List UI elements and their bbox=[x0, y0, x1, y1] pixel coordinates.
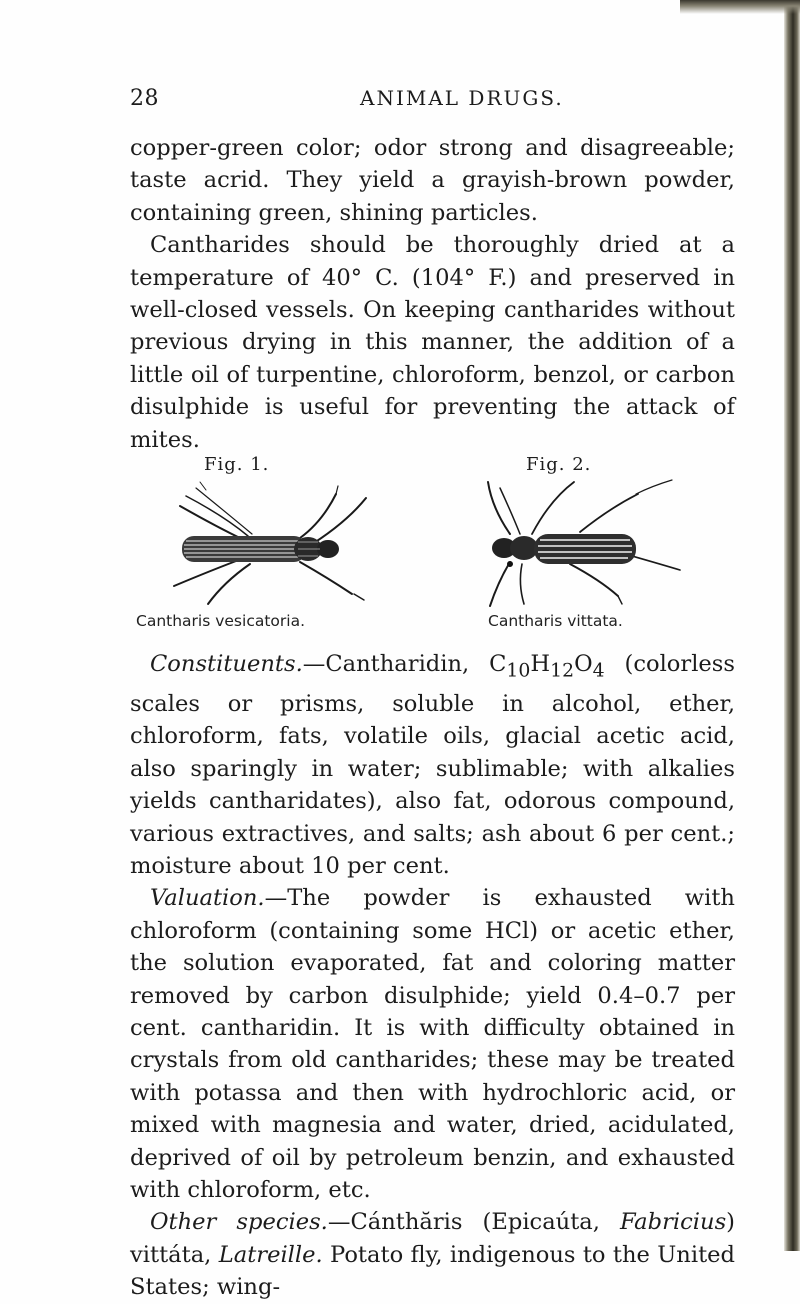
formula-sub-o: 4 bbox=[592, 660, 605, 682]
lower-text bbox=[130, 648, 735, 1304]
formula-sub-c: 10 bbox=[506, 660, 531, 682]
page-edge-shadow bbox=[784, 0, 800, 1251]
formula-h: H bbox=[530, 651, 551, 677]
figure-2-label: Fig. 2. bbox=[526, 454, 592, 475]
formula-o: O bbox=[574, 651, 593, 677]
paragraph-valuation bbox=[130, 882, 735, 1206]
page-header bbox=[130, 86, 730, 116]
valuation-heading: Valuation. bbox=[150, 885, 265, 912]
paragraph-constituents bbox=[130, 648, 735, 882]
formula-sub-h: 12 bbox=[550, 660, 575, 682]
page-corner-shadow bbox=[680, 0, 800, 14]
beetle-vittata-illustration bbox=[440, 478, 700, 608]
valuation-text: —The powder is exhausted with chloroform (containing some HCl) or acetic ether, the solution evaporated, fat and coloring matter removed by carbon disulphide; yield 0.4–0.7 per cent. cantharidin. It is with difficulty obtained in crystals from old cantharides; these may be treated with potassa and then with hydrochloric acid, or mixed with magnesia and water, dried, acidulated, deprived of oil by petroleum benzin, and exhausted with chloroform, etc. bbox=[130, 885, 735, 1204]
paragraph-drying: Cantharides should be thoroughly dried at a temperature of 40° C. (104° F.) and preserved in well-closed vessels. On keeping cantharides without previous drying in this manner, the addition of a little oil of turpentine, chloroform, benzol, or carbon disulphide is useful for preventing the attack of mites. bbox=[130, 232, 735, 453]
paragraph-other-species bbox=[130, 1206, 735, 1303]
figure-1-caption: Cantharis vesicatoria. bbox=[136, 612, 306, 630]
figures bbox=[136, 454, 700, 634]
constituents-text-a: —Cantharidin, C bbox=[302, 651, 507, 677]
constituents-text-b: (colorless scales or prisms, soluble in alcohol, ether, chloroform, fats, volatile oils, glacial acetic acid, also sparingly in water; sublimable; with alkalies yields cantharidates), also fat, odorous compound, various extractives, and salts; ash about 6 per cent.; moisture about 10 per cent. bbox=[130, 651, 735, 879]
running-head: ANIMAL DRUGS. bbox=[360, 86, 564, 110]
other-species-text-c: Potato fly, indigenous to the United States; wing- bbox=[130, 1241, 735, 1301]
upper-text bbox=[130, 132, 735, 456]
author-latreille: Latreille. bbox=[218, 1241, 323, 1268]
other-species-heading: Other species. bbox=[150, 1209, 328, 1236]
page-number: 28 bbox=[130, 86, 159, 111]
paragraph-intro: copper-green color; odor strong and disagreeable; taste acrid. They yield a grayish-brown powder, containing green, shining particles. bbox=[130, 135, 735, 226]
other-species-text-b: ) vittáta, bbox=[130, 1209, 735, 1268]
beetle-vesicatoria-illustration bbox=[140, 478, 380, 608]
constituents-heading: Constituents. bbox=[150, 651, 303, 677]
figure-2-caption: Cantharis vittata. bbox=[488, 612, 623, 630]
figure-1-label: Fig. 1. bbox=[204, 454, 270, 475]
other-species-text-a: —Cánthăris (Epicaúta, bbox=[327, 1209, 621, 1236]
author-fabricius: Fabricius bbox=[620, 1209, 727, 1236]
